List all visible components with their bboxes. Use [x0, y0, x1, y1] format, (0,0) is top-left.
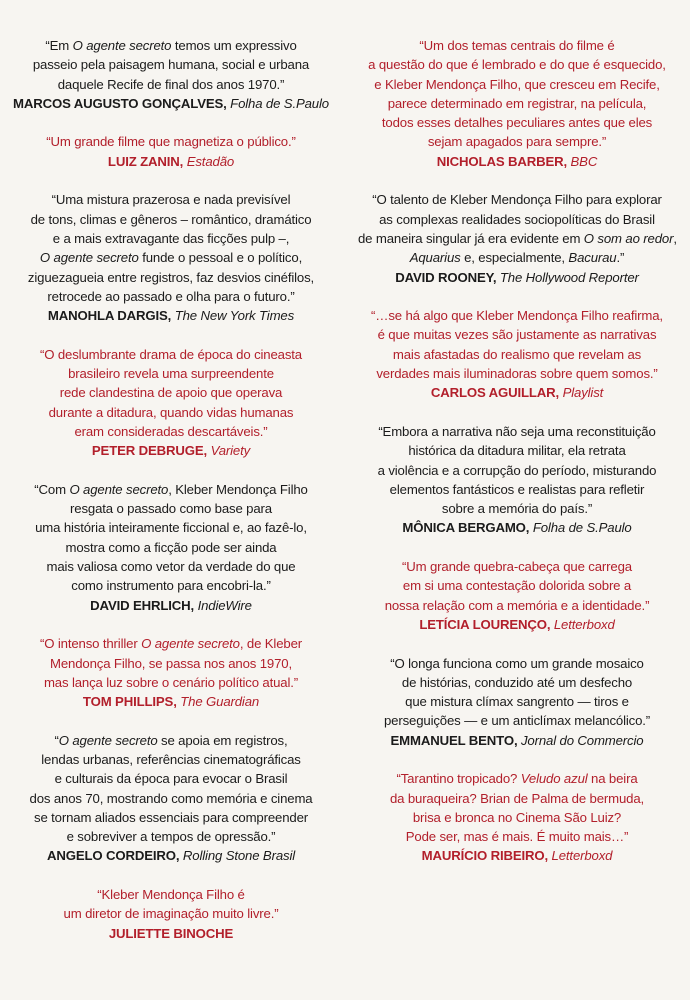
quote-text: mais afastadas do realismo que revelam as	[392, 346, 642, 362]
quote-attribution	[358, 383, 676, 402]
quote-line	[12, 750, 330, 769]
quote-text: e a mais extravagante das ficções pulp –,	[52, 230, 290, 246]
quote-text: sobre a memória do país.”	[441, 501, 593, 517]
quote-line	[12, 55, 330, 74]
film-title-italic: O som ao redor	[583, 230, 674, 246]
quote-attribution	[12, 924, 330, 943]
review-quote	[358, 36, 676, 171]
publication-name: Estadão	[186, 153, 235, 169]
quote-line	[12, 769, 330, 788]
quote-text: “Tarantino tropicado?	[396, 771, 521, 787]
quote-text: durante a ditadura, quando vidas humanas	[48, 404, 294, 420]
quote-text: todos esses detalhes peculiares antes que eles	[381, 115, 653, 131]
quote-line	[12, 499, 330, 518]
quote-line	[358, 345, 676, 364]
review-quote	[12, 634, 330, 711]
review-quote	[12, 885, 330, 943]
quote-text: “Embora a narrativa não seja uma reconstituição	[378, 423, 656, 439]
review-quote	[358, 769, 676, 865]
film-title-italic: O agente secreto	[72, 38, 172, 53]
quote-attribution	[358, 518, 676, 537]
quote-attribution	[12, 596, 330, 615]
critic-name: MARCOS AUGUSTO GONÇALVES,	[13, 95, 227, 111]
quote-attribution	[12, 94, 330, 113]
quote-text: passeio pela paisagem humana, social e urbana	[32, 57, 310, 73]
publication-name: Jornal do Commercio	[520, 732, 644, 748]
quote-text: temos um expressivo	[171, 38, 297, 53]
critic-name: MÔNICA BERGAMO,	[402, 520, 530, 536]
quote-line	[358, 827, 676, 846]
quote-attribution	[12, 692, 330, 711]
review-quote	[358, 557, 676, 634]
quote-line	[12, 248, 330, 267]
quote-line	[12, 557, 330, 576]
publication-name: Folha de S.Paulo	[230, 95, 329, 111]
quote-text: da buraqueira? Brian de Palma de bermuda,	[389, 790, 645, 806]
quote-text: “Kleber Mendonça Filho é	[97, 887, 245, 903]
quote-text: , Kleber Mendonça Filho	[168, 481, 308, 497]
quote-attribution	[358, 731, 676, 750]
quote-line	[358, 190, 676, 209]
quote-attribution	[358, 268, 676, 287]
quote-line	[12, 654, 330, 673]
critic-name: NICHOLAS BARBER,	[436, 153, 568, 169]
critic-name: CARLOS AGUILLAR,	[430, 385, 560, 401]
publication-name: Letterboxd	[553, 616, 615, 632]
quote-line	[358, 480, 676, 499]
quote-text: “Um grande filme que magnetiza o público.”	[46, 134, 296, 150]
quote-text: “Uma mistura prazerosa e nada previsível	[51, 192, 291, 208]
critic-name: MANOHLA DARGIS,	[47, 308, 172, 324]
quote-line	[358, 113, 676, 132]
quote-text: nossa relação com a memória e a identidade.”	[384, 597, 650, 613]
quote-text: “Um grande quebra-cabeça que carrega	[402, 559, 632, 575]
quote-text: lendas urbanas, referências cinematográficas	[41, 751, 301, 767]
quote-line	[358, 789, 676, 808]
quote-line	[12, 808, 330, 827]
publication-name: BBC	[570, 153, 598, 169]
publication-name: IndieWire	[197, 597, 252, 613]
quote-text: sejam apagados para sempre.”	[427, 134, 607, 150]
critic-name: LUIZ ZANIN,	[107, 153, 184, 169]
quote-text: de maneira singular já era evidente em	[358, 230, 584, 246]
quote-text: funde o pessoal e o político,	[138, 250, 303, 266]
quote-text: como instrumento para encobri-la.”	[71, 578, 271, 594]
publication-name: Folha de S.Paulo	[532, 520, 632, 536]
quote-line	[358, 692, 676, 711]
quote-text: a violência e a corrupção do período, misturando	[377, 462, 657, 478]
quote-line	[358, 557, 676, 576]
quote-line	[12, 634, 330, 653]
critic-name: ANGELO CORDEIRO,	[46, 848, 180, 864]
quote-line	[12, 36, 330, 55]
quote-text: resgata o passado como base para	[70, 501, 272, 517]
quote-attribution	[12, 441, 330, 460]
critic-name: TOM PHILLIPS,	[82, 694, 177, 710]
quote-text: “O intenso thriller	[40, 636, 142, 652]
critic-name: EMMANUEL BENTO,	[390, 732, 518, 748]
quote-line	[12, 576, 330, 595]
quote-text: brasileiro revela uma surpreendente	[68, 366, 274, 382]
quote-text: “Com	[34, 481, 70, 497]
quote-line	[12, 190, 330, 209]
quote-line	[12, 268, 330, 287]
review-quote	[12, 731, 330, 866]
right-quotes-column	[358, 36, 676, 885]
quote-text: dos anos 70, mostrando como memória e cinema	[29, 790, 313, 806]
quote-line	[12, 673, 330, 692]
quote-text: brisa e bronca no Cinema São Luiz?	[412, 809, 622, 825]
quote-text: se tornam aliados essenciais para compreender	[34, 809, 308, 825]
left-quotes-column	[12, 36, 330, 962]
quote-attribution	[12, 152, 330, 171]
quote-line	[358, 461, 676, 480]
quote-line	[12, 229, 330, 248]
quote-text: “O deslumbrante drama de época do cineasta	[39, 346, 302, 362]
quote-text: retrocede ao passado e olha para o futuro.”	[47, 288, 295, 304]
quote-text: mostra como a ficção pode ser ainda	[65, 539, 277, 555]
quote-text: ,	[673, 230, 677, 246]
quote-text: eram consideradas descartáveis.”	[74, 423, 268, 439]
quote-line	[358, 364, 676, 383]
quote-line	[358, 654, 676, 673]
quote-line	[358, 422, 676, 441]
quote-text: verdades mais iluminadoras sobre quem somos.”	[376, 366, 658, 382]
quote-text: e, especialmente,	[460, 250, 569, 266]
quote-line	[358, 711, 676, 730]
quote-text: e Kleber Mendonça Filho, que cresceu em Recife,	[374, 76, 660, 92]
quote-line	[12, 345, 330, 364]
publication-name: Playlist	[562, 385, 604, 401]
review-quote	[12, 36, 330, 113]
quote-line	[12, 75, 330, 94]
quote-line	[12, 287, 330, 306]
quote-line	[12, 518, 330, 537]
quote-line	[12, 383, 330, 402]
quote-line	[12, 132, 330, 151]
publication-name: The New York Times	[174, 308, 295, 324]
quote-text: mais valiosa como vetor da verdade do que	[46, 559, 296, 575]
quote-line	[358, 576, 676, 595]
quote-text: daquele Recife de final dos anos 1970.”	[57, 76, 285, 92]
quote-text: se apoia em registros,	[157, 732, 288, 748]
quote-line	[12, 210, 330, 229]
quote-attribution	[358, 152, 676, 171]
review-quote	[12, 480, 330, 615]
quote-text: histórica da ditadura militar, ela retrata	[408, 443, 626, 459]
quote-line	[358, 36, 676, 55]
film-title-italic: O agente secreto	[141, 636, 240, 652]
quote-line	[358, 596, 676, 615]
quote-line	[12, 538, 330, 557]
quote-line	[12, 827, 330, 846]
review-quote	[358, 422, 676, 538]
quote-text: “O talento de Kleber Mendonça Filho para explorar	[372, 192, 662, 208]
quote-line	[358, 210, 676, 229]
quote-text: que mistura clímax sangrento — tiros e	[405, 694, 629, 710]
quote-attribution	[12, 846, 330, 865]
critic-name: PETER DEBRUGE,	[91, 443, 208, 459]
quote-text: e sobreviver a tempos de opressão.”	[66, 829, 276, 845]
quote-text: na beira	[587, 771, 638, 787]
quote-line	[12, 403, 330, 422]
critic-name: MAURÍCIO RIBEIRO,	[421, 848, 549, 864]
review-quote	[358, 190, 676, 286]
quote-text: “O longa funciona como um grande mosaico	[390, 655, 644, 671]
quote-text: mas lança luz sobre o cenário político atual.”	[43, 674, 299, 690]
quote-line	[12, 480, 330, 499]
quote-text: de histórias, conduzido até um desfecho	[401, 674, 633, 690]
quote-attribution	[358, 846, 676, 865]
film-title-italic: O agente secreto	[39, 250, 139, 266]
quote-line	[358, 325, 676, 344]
film-title-italic: O agente secreto	[69, 481, 169, 497]
quote-text: em si uma contestação dolorida sobre a	[402, 578, 632, 594]
quote-text: “	[54, 732, 59, 748]
quote-text: “Em	[45, 38, 73, 53]
quote-line	[358, 808, 676, 827]
quote-text: a questão do que é lembrado e do que é esquecido,	[368, 57, 666, 73]
film-title-italic: Aquarius	[409, 250, 461, 266]
quote-text: elementos fantásticos e realistas para refletir	[389, 481, 645, 497]
quote-line	[358, 75, 676, 94]
quote-line	[358, 55, 676, 74]
review-quote	[358, 306, 676, 402]
quote-text: “Um dos temas centrais do filme é	[419, 38, 615, 53]
quote-text: parece determinado em registrar, na película,	[387, 95, 647, 111]
critic-name: DAVID ROONEY,	[395, 269, 497, 285]
quote-line	[358, 769, 676, 788]
critic-name: JULIETTE BINOCHE	[108, 925, 234, 941]
quote-attribution	[358, 615, 676, 634]
publication-name: Rolling Stone Brasil	[182, 848, 296, 864]
quote-line	[12, 422, 330, 441]
review-quote	[358, 654, 676, 750]
quote-text: as complexas realidades sociopolíticas do Brasil	[379, 211, 655, 227]
quote-line	[12, 904, 330, 923]
film-title-italic: Veludo azul	[520, 771, 588, 787]
quote-line	[12, 789, 330, 808]
quote-text: Pode ser, mas é mais. É muito mais…”	[405, 829, 629, 845]
quote-line	[358, 229, 676, 248]
quote-line	[358, 306, 676, 325]
quote-text: perseguições — e um anticlímax melancólico.”	[383, 713, 651, 729]
quote-line	[358, 248, 676, 267]
quote-text: .”	[616, 250, 625, 266]
film-title-italic: O agente secreto	[58, 732, 158, 748]
quote-text: “…se há algo que Kleber Mendonça Filho reafirma,	[371, 308, 663, 324]
quote-text: um diretor de imaginação muito livre.”	[63, 906, 279, 922]
publication-name: The Guardian	[180, 694, 260, 710]
quote-line	[12, 364, 330, 383]
quote-text: é que muitas vezes são justamente as narrativas	[377, 327, 657, 343]
quote-line	[12, 731, 330, 750]
quote-line	[358, 441, 676, 460]
publication-name: Letterboxd	[551, 848, 613, 864]
film-title-italic: Bacurau	[568, 250, 617, 266]
quote-text: e culturais da época para evocar o Brasil	[54, 771, 288, 787]
quote-text: de tons, climas e gêneros – romântico, dramático	[30, 211, 312, 227]
quote-text: , de Kleber	[239, 636, 302, 652]
critic-name: DAVID EHRLICH,	[90, 597, 195, 613]
review-quote	[12, 190, 330, 325]
quote-text: Mendonça Filho, se passa nos anos 1970,	[50, 655, 292, 671]
quote-line	[358, 132, 676, 151]
quote-line	[358, 94, 676, 113]
quote-line	[12, 885, 330, 904]
quote-text: rede clandestina de apoio que operava	[59, 385, 283, 401]
publication-name: Variety	[210, 443, 251, 459]
publication-name: The Hollywood Reporter	[499, 269, 639, 285]
quote-line	[358, 673, 676, 692]
quote-text: ziguezagueia entre registros, faz desvios cinéfilos,	[27, 269, 315, 285]
review-quote	[12, 345, 330, 461]
review-quote	[12, 132, 330, 171]
quote-attribution	[12, 306, 330, 325]
quote-line	[358, 499, 676, 518]
critic-name: LETÍCIA LOURENÇO,	[419, 616, 551, 632]
quote-text: uma história inteiramente ficcional e, ao fazê-lo,	[35, 520, 307, 536]
